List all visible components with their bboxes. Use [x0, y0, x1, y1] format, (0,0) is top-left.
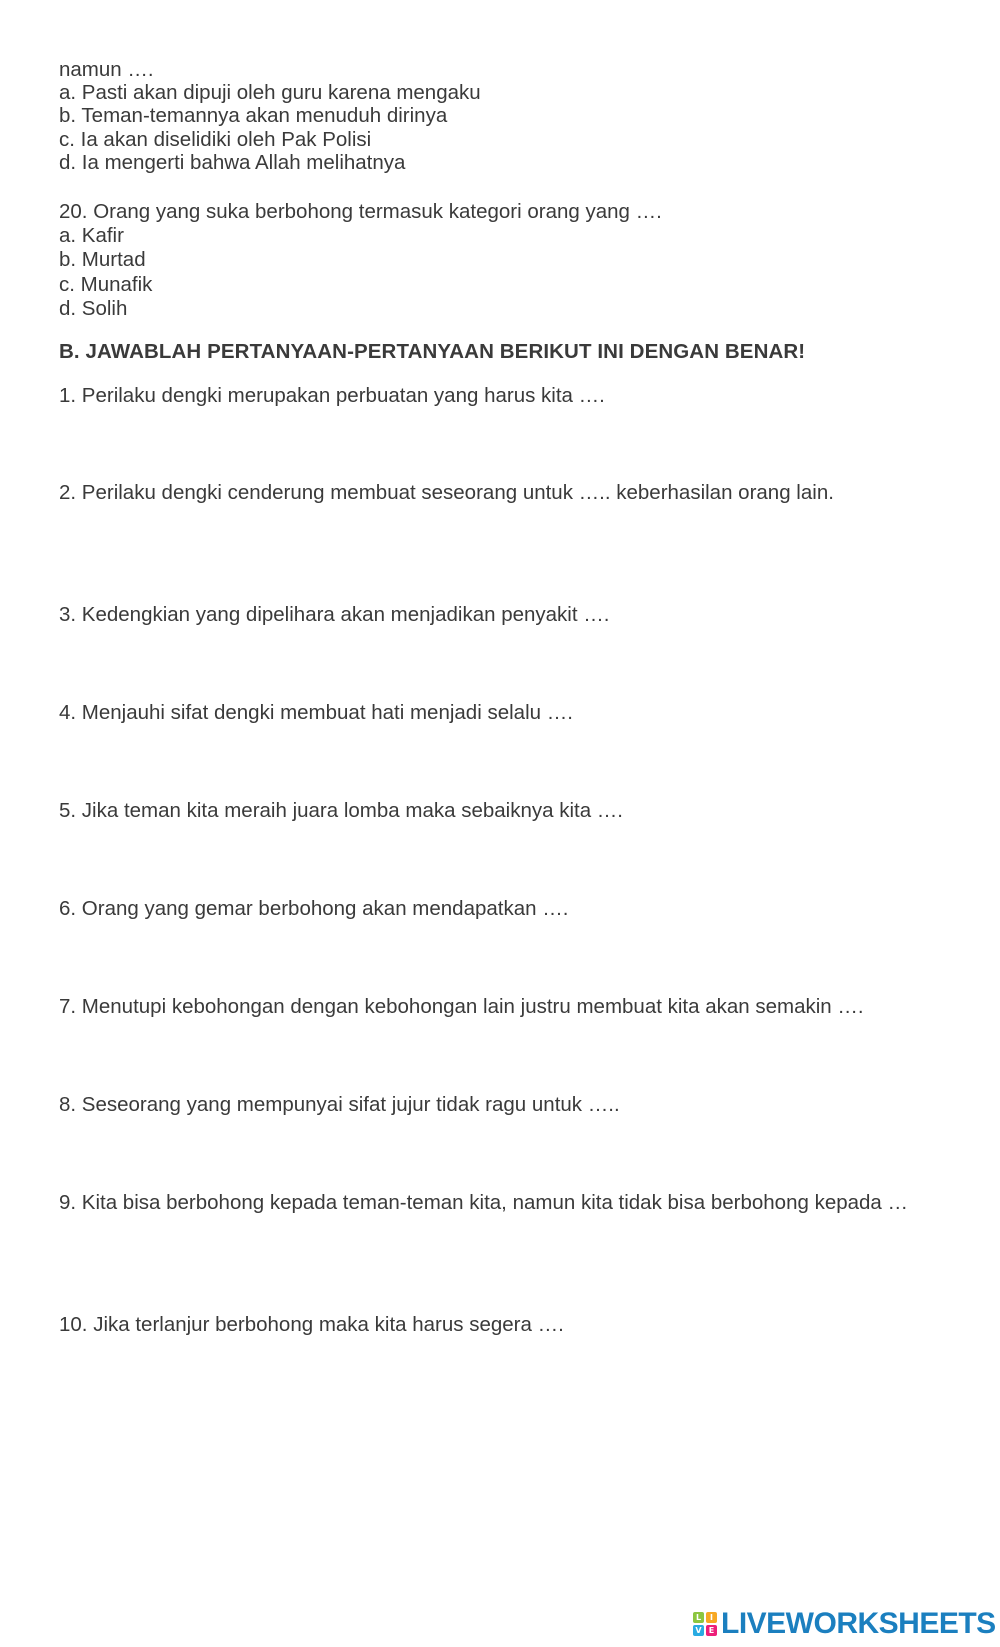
logo-mark-v: V	[693, 1625, 704, 1636]
q20-stem: 20. Orang yang suka berbohong termasuk kategori orang yang ….	[59, 200, 662, 223]
q20-option-a: a. Kafir	[59, 224, 124, 247]
essay-question-2: 2. Perilaku dengki cenderung membuat seseorang untuk ….. keberhasilan orang lain.	[59, 481, 834, 504]
essay-question-10: 10. Jika terlanjur berbohong maka kita harus segera ….	[59, 1313, 564, 1336]
liveworksheets-logo-icon	[693, 1612, 717, 1636]
q19-option-a: a. Pasti akan dipuji oleh guru karena mengaku	[59, 81, 481, 104]
logo-mark-e: E	[706, 1625, 717, 1636]
essay-question-5: 5. Jika teman kita meraih juara lomba maka sebaiknya kita ….	[59, 799, 624, 822]
q19-option-c: c. Ia akan diselidiki oleh Pak Polisi	[59, 128, 372, 151]
logo-mark-l: L	[693, 1612, 704, 1623]
essay-question-4: 4. Menjauhi sifat dengki membuat hati menjadi selalu ….	[59, 701, 573, 724]
liveworksheets-logo	[693, 1608, 996, 1640]
essay-question-6: 6. Orang yang gemar berbohong akan mendapatkan ….	[59, 897, 569, 920]
q20-option-d: d. Solih	[59, 297, 128, 320]
essay-question-3: 3. Kedengkian yang dipelihara akan menjadikan penyakit ….	[59, 603, 610, 626]
essay-question-7: 7. Menutupi kebohongan dengan kebohongan lain justru membuat kita akan semakin ….	[59, 995, 864, 1018]
q20-option-b: b. Murtad	[59, 248, 146, 271]
logo-text: LIVEWORKSHEETS	[721, 1607, 996, 1640]
q20-option-c: c. Munafik	[59, 273, 153, 296]
q19-option-d: d. Ia mengerti bahwa Allah melihatnya	[59, 151, 406, 174]
essay-question-8: 8. Seseorang yang mempunyai sifat jujur tidak ragu untuk …..	[59, 1093, 620, 1116]
essay-question-9: 9. Kita bisa berbohong kepada teman-teman kita, namun kita tidak bisa berbohong kepada …	[59, 1191, 909, 1214]
essay-question-1: 1. Perilaku dengki merupakan perbuatan yang harus kita ….	[59, 384, 605, 407]
q19-stem-tail: namun ….	[59, 58, 154, 81]
logo-mark-i: I	[706, 1612, 717, 1623]
q19-option-b: b. Teman-temannya akan menuduh dirinya	[59, 104, 448, 127]
section-b-heading: B. JAWABLAH PERTANYAAN-PERTANYAAN BERIKUT INI DENGAN BENAR!	[59, 340, 806, 363]
